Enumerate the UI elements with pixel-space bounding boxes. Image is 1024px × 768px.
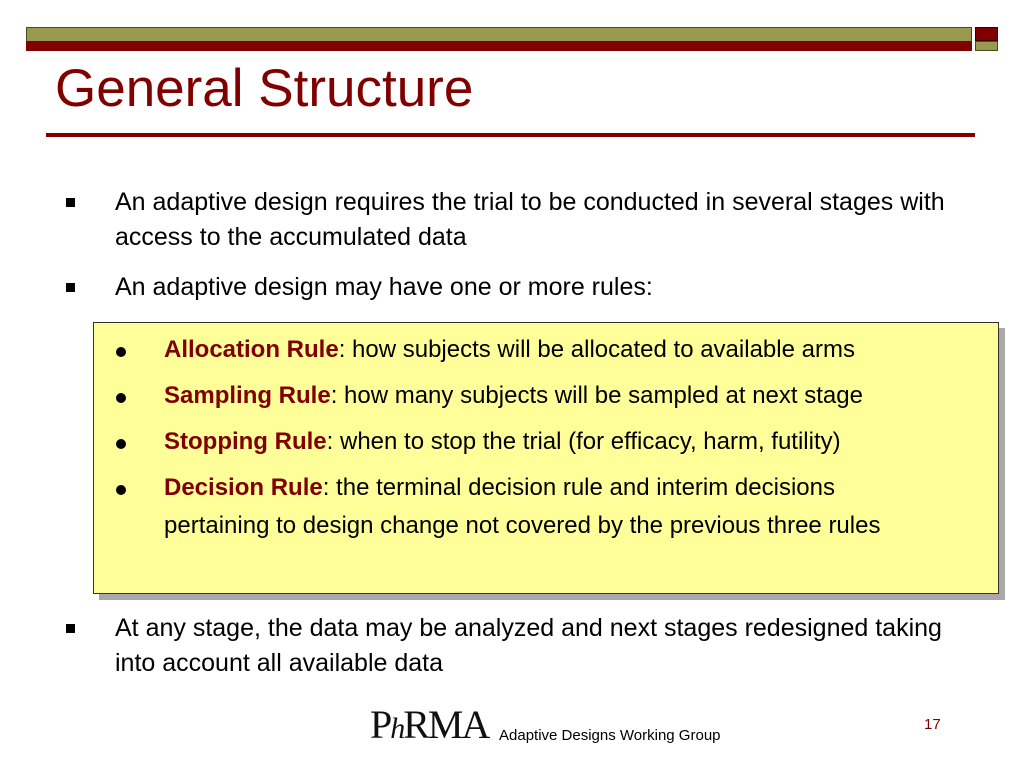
rule-description: : the terminal decision rule and interim decisions pertaining to design change not covered by the previous three rules	[164, 474, 881, 539]
top-bar-maroon	[26, 41, 972, 51]
slide-title: General Structure	[55, 59, 474, 118]
phrma-logo: PhRMA	[370, 702, 489, 747]
rule-description: : how many subjects will be sampled at next stage	[330, 382, 863, 409]
rule-item-sampling	[114, 377, 994, 415]
slide-number: 17	[924, 716, 941, 733]
rule-item-decision	[114, 469, 934, 545]
round-bullet-icon	[116, 347, 126, 357]
round-bullet-icon	[116, 485, 126, 495]
round-bullet-icon	[116, 393, 126, 403]
rules-callout-box	[93, 322, 999, 594]
bullet-item	[59, 185, 959, 255]
rule-item-allocation	[114, 331, 994, 369]
round-bullet-icon	[116, 439, 126, 449]
rule-description: : how subjects will be allocated to available arms	[338, 336, 855, 363]
rule-name: Sampling Rule	[164, 382, 331, 409]
title-underline	[46, 133, 975, 137]
rule-item-stopping	[114, 423, 994, 461]
square-bullet-icon	[66, 283, 75, 292]
bullet-text: An adaptive design requires the trial to be conducted in several stages with access to the accumulated data	[115, 188, 945, 251]
rule-name: Stopping Rule	[164, 428, 327, 455]
bullet-item	[59, 270, 959, 305]
square-bullet-icon	[66, 198, 75, 207]
top-bar-olive	[26, 27, 972, 42]
bullet-item	[59, 611, 959, 681]
rule-description: : when to stop the trial (for efficacy, harm, futility)	[326, 428, 841, 455]
corner-square-olive	[975, 41, 998, 51]
corner-square-maroon	[975, 27, 998, 41]
bullet-text: At any stage, the data may be analyzed and next stages redesigned taking into account all available data	[115, 614, 942, 677]
bullet-text: An adaptive design may have one or more rules:	[115, 273, 653, 301]
rule-name: Allocation Rule	[164, 336, 339, 363]
footer-group-name: Adaptive Designs Working Group	[499, 727, 721, 744]
rule-name: Decision Rule	[164, 474, 323, 501]
square-bullet-icon	[66, 624, 75, 633]
